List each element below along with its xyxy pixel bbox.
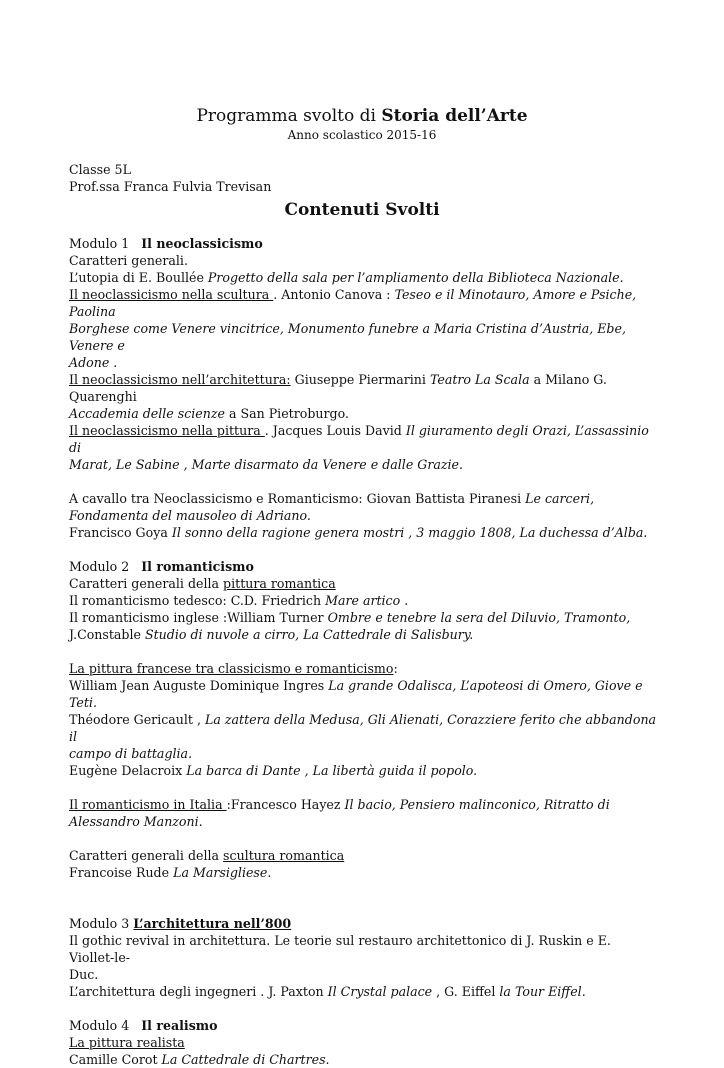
module-title: Il realismo [141,1018,218,1033]
module-title: Il romanticismo [141,559,254,574]
teacher-label: Prof.ssa Franca Fulvia Trevisan [69,179,272,194]
title-subject: Storia dell’Arte [381,106,528,126]
class-label: Classe 5L [69,162,131,177]
module-label: Modulo 2 [69,559,130,574]
spacer [69,643,659,660]
text-line: Il neoclassicismo nell’architettura: Giuseppe Piermarini Teatro La Scala a Milano G. Quarenghi [69,372,607,404]
module-title: L’architettura nell’800 [133,916,292,931]
spacer [69,779,659,796]
content-body [69,235,659,1068]
text-line: Marat, Le Sabine , Marte disarmato da Venere e dalle Grazie. [69,457,463,472]
text-line: Fondamenta del mausoleo di Adriano. [69,508,311,523]
module-1-heading [69,235,659,252]
text-line: Théodore Gericault , La zattera della Medusa, Gli Alienati, Corazziere ferito che abbandona il [69,712,657,744]
spacer [69,541,659,558]
text-line: Caratteri generali della scultura romantica [69,848,345,863]
module-3-heading [69,915,659,932]
text-line: Duc. [69,967,99,982]
text-line: La pittura francese tra classicismo e romanticismo: [69,661,398,676]
module-label: Modulo 3 [69,916,130,931]
text-line: Il neoclassicismo nella scultura . Antonio Canova : Teseo e il Minotauro, Amore e Psiche, Paolina [69,287,637,319]
module-2-heading [69,558,659,575]
title-prefix: Programma svolto di [196,106,382,126]
text-line: Alessandro Manzoni. [69,814,203,829]
text-line: William Jean Auguste Dominique Ingres La grande Odalisca, L’apoteosi di Omero, Giove e Teti. [69,678,643,710]
spacer [69,830,659,847]
module-title: Il neoclassicismo [141,236,263,251]
text-line: Caratteri generali. [69,253,188,268]
module-label: Modulo 1 [69,236,130,251]
text-line: L’utopia di E. Boullée Progetto della sala per l’ampliamento della Biblioteca Nazionale. [69,270,624,285]
text-line: Francoise Rude La Marsigliese. [69,865,272,880]
spacer [69,881,659,915]
meta-block [69,161,271,195]
section-heading: Contenuti Svolti [284,200,440,220]
school-year: Anno scolastico 2015-16 [287,128,437,142]
text-line: campo di battaglia. [69,746,193,761]
text-line: J.Constable Studio di nuvole a cirro, La Cattedrale di Salisbury. [69,627,474,642]
text-line: Il gothic revival in architettura. Le teorie sul restauro architettonico di J. Ruskin e E. Viollet-le- [69,933,611,965]
module-label: Modulo 4 [69,1018,130,1033]
module-4-heading [69,1017,659,1034]
text-line: Camille Corot La Cattedrale di Chartres. [69,1052,330,1067]
text-line: Il romanticismo inglese :William Turner Ombre e tenebre la sera del Diluvio, Tramonto, [69,610,631,625]
spacer [69,1000,659,1017]
text-line: Il neoclassicismo nella pittura . Jacques Louis David Il giuramento degli Orazi, L’assassinio di [69,423,649,455]
text-line: Il romanticismo tedesco: C.D. Friedrich Mare artico . [69,593,409,608]
text-line: Borghese come Venere vincitrice, Monumento funebre a Maria Cristina d’Austria, Ebe, Venere e [69,321,626,353]
text-line: Caratteri generali della pittura romantica [69,576,336,591]
text-line: A cavallo tra Neoclassicismo e Romanticismo: Giovan Battista Piranesi Le carceri, [69,491,595,506]
text-line: Accademia delle scienze a San Pietroburgo. [69,406,349,421]
spacer [69,473,659,490]
text-line: Il romanticismo in Italia :Francesco Hayez Il bacio, Pensiero malinconico, Ritratto di [69,797,610,812]
text-line: Adone . [69,355,118,370]
text-line: L’architettura degli ingegneri . J. Paxton Il Crystal palace , G. Eiffel la Tour Eiffel. [69,984,586,999]
text-line: Eugène Delacroix La barca di Dante , La libertà guida il popolo. [69,763,478,778]
text-line: La pittura realista [69,1035,185,1050]
text-line: Francisco Goya Il sonno della ragione genera mostri , 3 maggio 1808, La duchessa d’Alba. [69,525,648,540]
page-title [0,104,724,128]
